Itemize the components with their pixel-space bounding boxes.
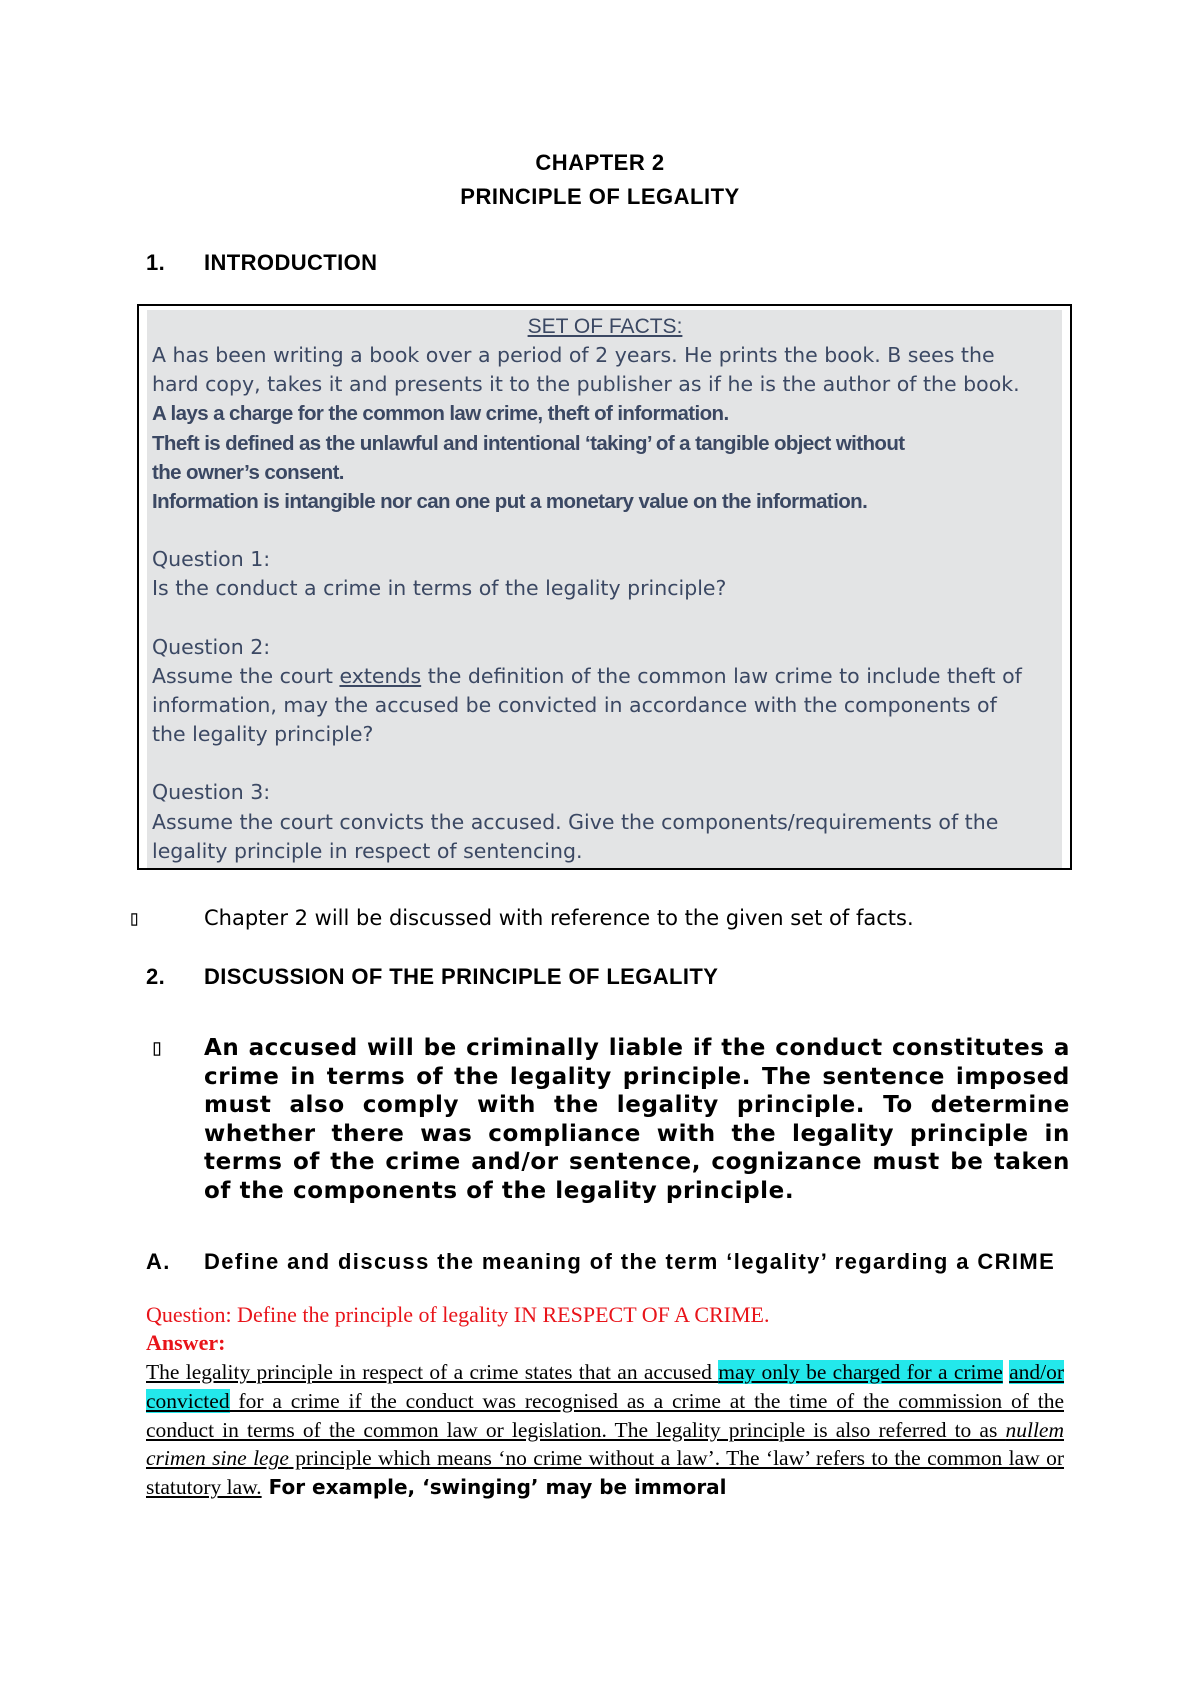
answer-label: Answer: — [146, 1330, 226, 1355]
section-heading-introduction — [146, 250, 377, 276]
subsection-title: Define and discuss the meaning of the term ‘legality’ regarding a CRIME — [204, 1249, 1056, 1274]
facts-bold-line: the owner’s consent. — [152, 460, 344, 484]
question-1-text: Is the conduct a crime in terms of the legality principle? — [152, 576, 727, 601]
section-title: INTRODUCTION — [204, 250, 378, 275]
set-of-facts-content — [147, 310, 1062, 868]
subsection-number: A. — [146, 1249, 171, 1274]
highlight: and/or convicted — [146, 1360, 1065, 1413]
latin-term: nullem crimen sine lege — [146, 1417, 1064, 1471]
section-title: DISCUSSION OF THE PRINCIPLE OF LEGALITY — [204, 964, 719, 989]
answer-paragraph: The legality principle in respect of a crime states that an accused may only be charged for a crime and/or convicted for a crime if the conduct was recognised as a crime at the time of the commission of the conduct in terms of the common law or legislation. The legality principle is also referred to as nullem crimen sine lege principle which means ‘no crime without a law’. The ‘law’ refers to the common law or statutory law. For example, ‘swinging’ may be immoral — [146, 1360, 1065, 1500]
bullet-icon: ▯ — [128, 906, 141, 930]
underlined-word: extends — [339, 663, 422, 688]
set-of-facts-box — [137, 304, 1072, 870]
question-3-label: Question 3: — [152, 780, 271, 805]
facts-bold-line: Information is intangible nor can one put a monetary value on the information. — [152, 490, 868, 514]
facts-line: hard copy, takes it and presents it to the publisher as if he is the author of the book. — [152, 372, 1020, 397]
chapter-title: CHAPTER 2 — [535, 150, 665, 175]
subsection-heading-a — [146, 1245, 1066, 1279]
facts-title: SET OF FACTS: — [527, 315, 683, 338]
section-number: 2. — [146, 964, 166, 989]
section-heading-discussion — [146, 964, 718, 990]
question-1-label: Question 1: — [152, 547, 271, 572]
bullet-text: Chapter 2 will be discussed with reference to the given set of facts. — [204, 906, 914, 930]
question-2-line: Assume the court extends the definition of the common law crime to include theft of — [152, 663, 1022, 688]
chapter-subtitle: PRINCIPLE OF LEGALITY — [460, 184, 740, 209]
highlight: may only be charged for a crime — [718, 1360, 1003, 1384]
section-number: 1. — [146, 250, 166, 275]
bullet-text: An accused will be criminally liable if the conduct constitutes a crime in terms of the legality principle. The sentence imposed must also comply with the legality principle. To determine whether there was compliance with the legality principle in terms of the crime and/or sentence, cognizance must be taken of the components of the legality principle. — [204, 1035, 1070, 1204]
facts-bold-line: Theft is defined as the unlawful and intentional ‘taking’ of a tangible object without — [152, 431, 905, 455]
question-3-line: legality principle in respect of sentencing. — [152, 838, 583, 863]
question-2-label: Question 2: — [152, 634, 271, 659]
bullet-paragraph — [128, 906, 914, 930]
bullet-icon: ▯ — [150, 1035, 164, 1061]
question-3-line: Assume the court convicts the accused. Give the components/requirements of the — [152, 809, 999, 834]
question-heading: Question: Define the principle of legality IN RESPECT OF A CRIME. — [146, 1302, 770, 1327]
question-2-line: information, may the accused be convicted in accordance with the components of — [152, 693, 997, 718]
facts-line: A has been writing a book over a period of 2 years. He prints the book. B sees the — [152, 343, 995, 367]
facts-bold-line: A lays a charge for the common law crime, theft of information. — [152, 402, 729, 426]
question-2-line: the legality principle? — [152, 722, 374, 747]
bold-bullet-paragraph — [150, 1034, 1070, 1205]
